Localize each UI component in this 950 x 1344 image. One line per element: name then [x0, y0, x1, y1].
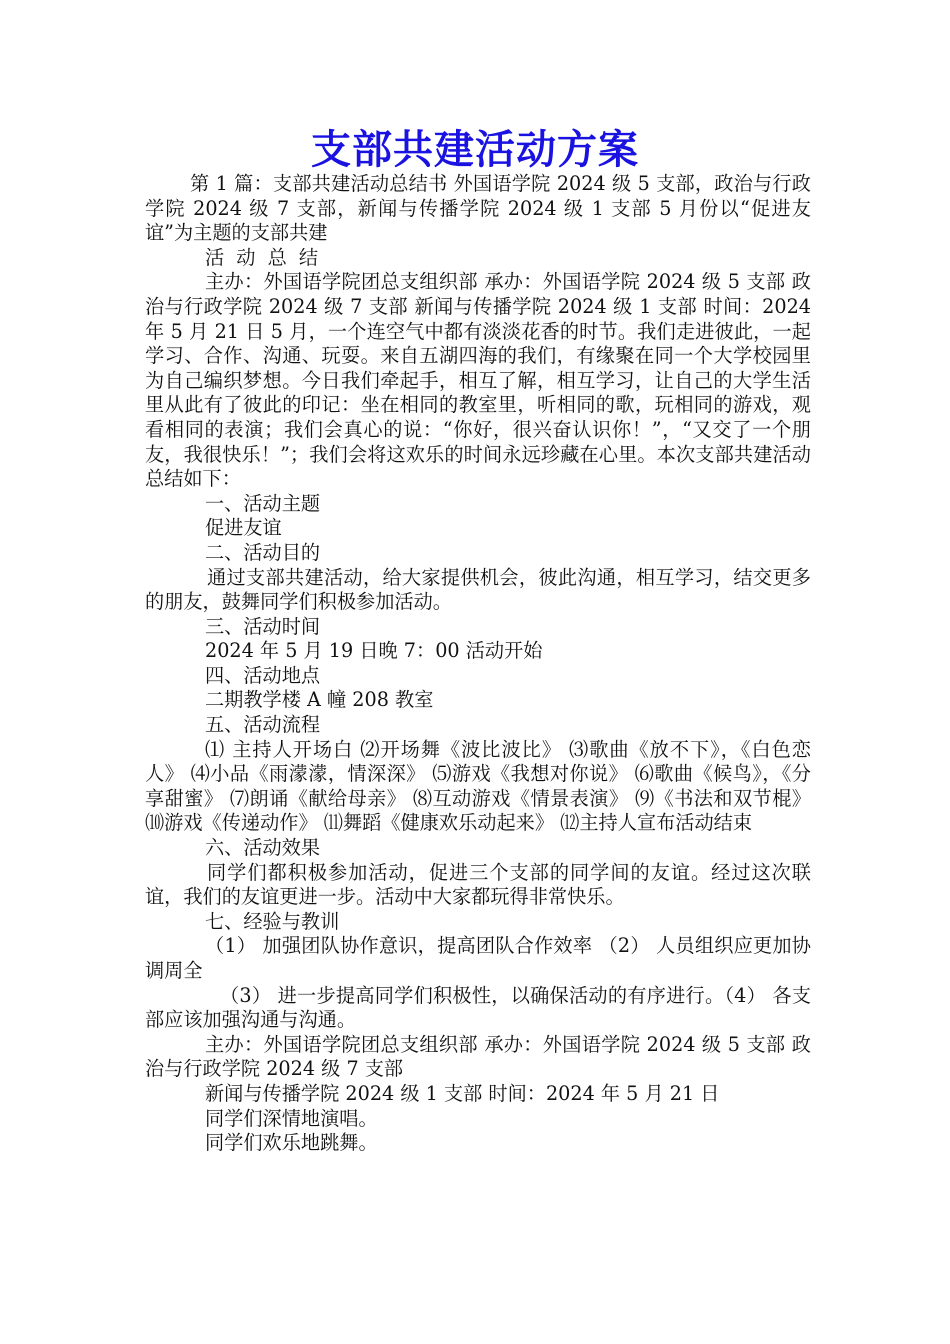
summary-heading: 活 动 总 结 — [205, 245, 322, 269]
caption-singing: 同学们深情地演唱。 — [205, 1106, 378, 1130]
effect-text: 同学们都积极参加活动，促进三个支部的同学间的友谊。经过这次联谊，我们的友谊更进一步。活动中大家都玩得非常快乐。 — [145, 860, 811, 909]
section-heading-purpose: 二、活动目的 — [205, 540, 321, 564]
theme-text: 促进友谊 — [205, 516, 282, 540]
lessons-text-1: （1） 加强团队协作意识，提高团队合作效率 （2） 人员组织应更加协调周全 — [145, 934, 811, 982]
caption-dancing: 同学们欢乐地跳舞。 — [205, 1131, 378, 1155]
section-heading-time: 三、活动时间 — [205, 614, 321, 638]
section-heading-lessons: 七、经验与教训 — [205, 909, 340, 933]
location-text: 二期教学楼 A 幢 208 教室 — [205, 688, 434, 712]
section-heading-process: 五、活动流程 — [205, 713, 321, 737]
section-heading-location: 四、活动地点 — [205, 663, 321, 687]
organizer-date: 新闻与传播学院 2024 级 1 支部 时间：2024 年 5 月 21 日 — [205, 1081, 720, 1105]
section-heading-theme: 一、活动主题 — [205, 491, 321, 515]
organizer-paragraph: 主办：外国语学院团总支组织部 承办：外国语学院 2024 级 5 支部 政治与行政学院 2024 级 7 支部 新闻与传播学院 2024 级 1 支部 时间：2024 年 5 月 21 日 5 月，一个连空气中都有淡淡花香的时节。我们走进彼此，一起学习、合作、沟通、玩耍。来自五湖四海的我们，有缘聚在同一个大学校园里为自己编织梦想。今日我们牵起手，相互了解，相互学习，让自己的大学生活里从此有了彼此的印记：坐在相同的教室里，听相同的歌，玩相同的游戏，观看相同的表演；我们会真心的说：“你好，很兴奋认识你！”，“又交了一个朋友，我很快乐！”；我们会将这欢乐的时间永远珍藏在心里。本次支部共建活动总结如下： — [145, 270, 811, 491]
document-body — [145, 172, 811, 1156]
section-heading-effect: 六、活动效果 — [205, 836, 321, 860]
organizer-repeat: 主办：外国语学院团总支组织部 承办：外国语学院 2024 级 5 支部 政治与行政学院 2024 级 7 支部 — [145, 1032, 811, 1081]
document-title: 支部共建活动方案 — [311, 126, 639, 173]
process-text: ⑴ 主持人开场白 ⑵开场舞《波比波比》 ⑶歌曲《放不下》，《白色恋人》 ⑷小品《雨濛濛，情深深》 ⑸游戏《我想对你说》 ⑹歌曲《候鸟》，《分享甜蜜》 ⑺朗诵《献给母亲》 ⑻互动游戏《情景表演》 ⑼《书法和双节棍》 ⑽游戏《传递动作》 ⑾舞蹈《健康欢乐动起来》 ⑿主持人宣布活动结束 — [145, 737, 811, 835]
intro-paragraph: 第 1 篇：支部共建活动总结书 外国语学院 2024 级 5 支部，政治与行政学院 2024 级 7 支部，新闻与传播学院 2024 级 1 支部 5 月份以“促进友谊”为主题的支部共建 — [145, 172, 811, 245]
lessons-text-2: （3） 进一步提高同学们积极性，以确保活动的有序进行。（4） 各支部应该加强沟通与沟通。 — [145, 983, 811, 1032]
purpose-text: 通过支部共建活动，给大家提供机会，彼此沟通，相互学习，结交更多的朋友，鼓舞同学们积极参加活动。 — [145, 565, 811, 614]
time-text: 2024 年 5 月 19 日晚 7：00 活动开始 — [205, 639, 543, 663]
